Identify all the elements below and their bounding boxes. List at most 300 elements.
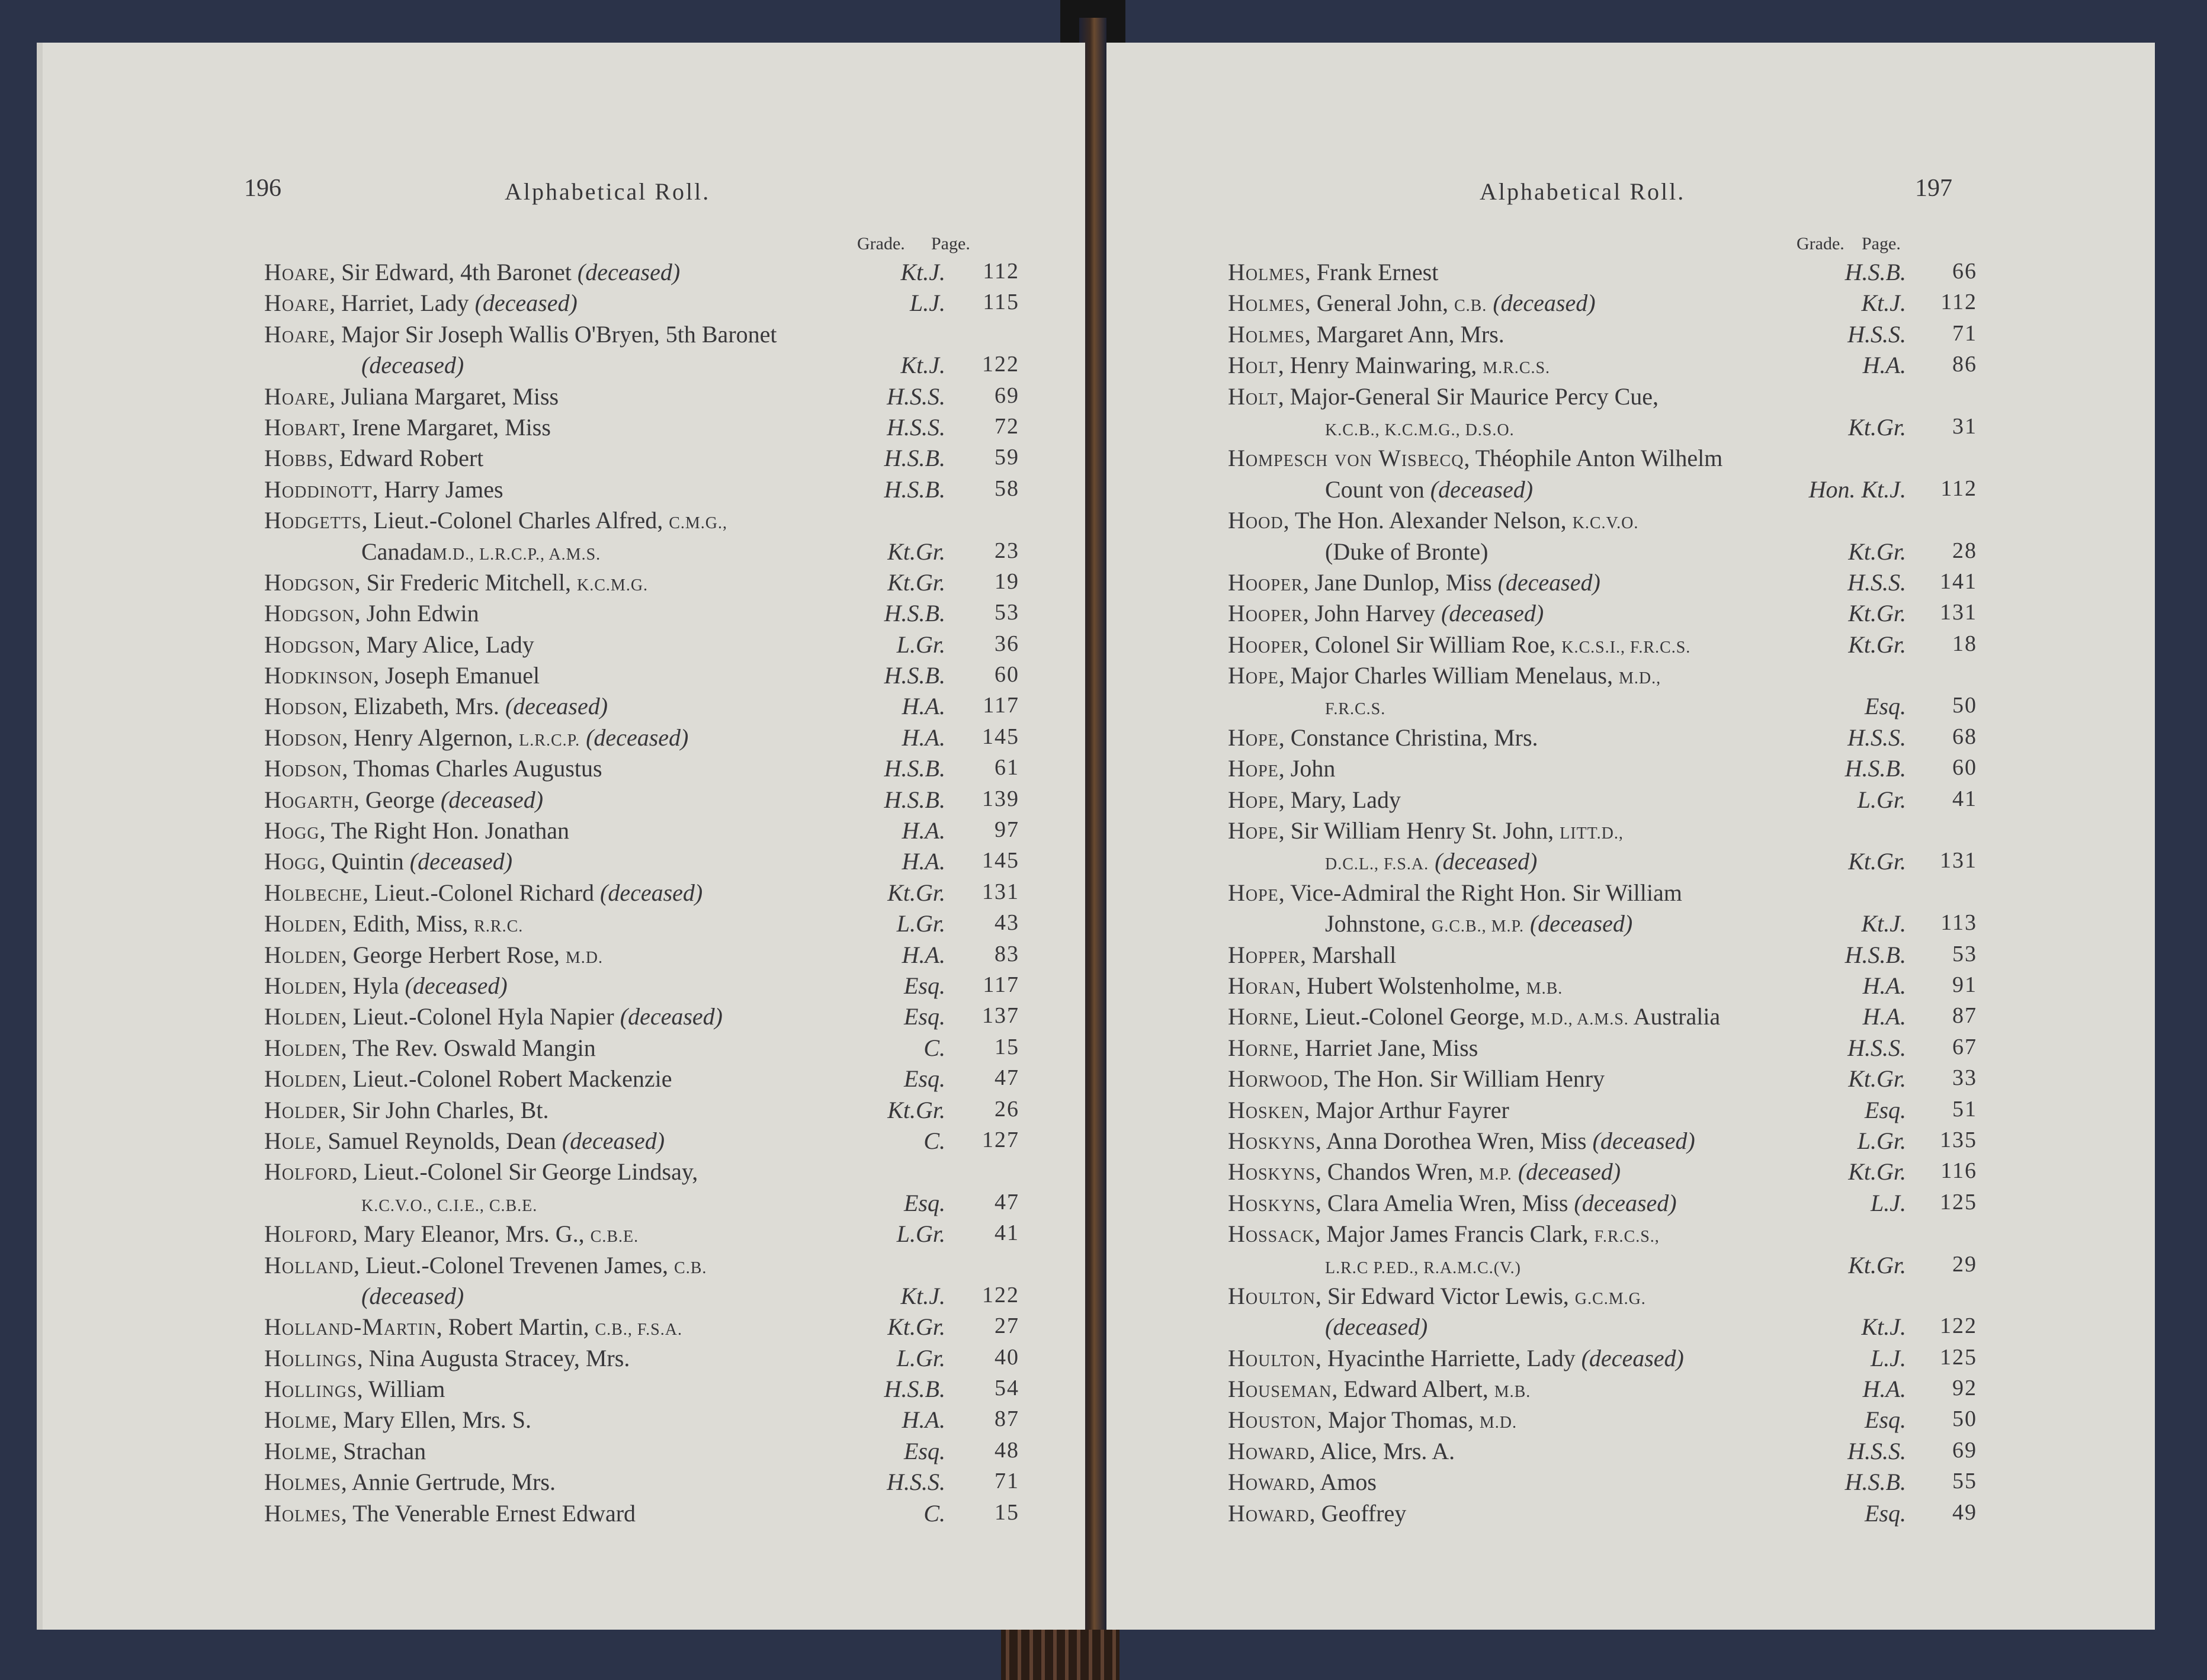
entry-page: 135 <box>1940 1127 1977 1152</box>
entry-page: 122 <box>982 352 1019 377</box>
entry-surname: Holford <box>264 1220 352 1248</box>
entry-page: 67 <box>1952 1034 1977 1059</box>
entry-page: 69 <box>1952 1437 1977 1463</box>
entry-name <box>1325 692 1385 720</box>
entry-grade: H.A. <box>902 1406 945 1434</box>
entry-deceased: (deceased) <box>577 259 681 285</box>
entry-rest: , Alice, Mrs. A. <box>1309 1437 1455 1464</box>
entry-grade: Esq. <box>1865 1096 1906 1123</box>
entry-name <box>264 817 569 844</box>
entry-small: M.D. <box>565 948 604 967</box>
entry-name <box>1228 631 1690 658</box>
entry-surname: Houlton <box>1228 1344 1316 1371</box>
running-head: Alphabetical Roll. <box>505 178 711 205</box>
entry-rest: , Strachan <box>331 1437 426 1464</box>
entry-name <box>264 1034 596 1062</box>
entry-surname: Holt <box>1228 383 1278 410</box>
entry-name <box>1228 289 1596 317</box>
entry-surname: Holden <box>264 1003 341 1030</box>
entry-name <box>1325 847 1537 875</box>
entry-grade: H.S.B. <box>884 445 945 472</box>
entry-page: 58 <box>995 476 1019 501</box>
entry-surname: Hoare <box>264 383 330 410</box>
entry-grade: H.S.B. <box>884 662 945 689</box>
column-header-grade: Grade. <box>857 234 905 253</box>
entry-surname: Hompesch von Wisbecq <box>1228 445 1464 472</box>
entry-surname: Holme <box>264 1406 332 1434</box>
entry-surname: Houston <box>1228 1406 1316 1434</box>
entry-page: 131 <box>982 879 1019 904</box>
entry-surname: Holden <box>264 1034 341 1061</box>
entry-small: C.B. <box>1454 297 1487 316</box>
entry-page: 115 <box>983 290 1019 315</box>
entry-name <box>1228 941 1396 969</box>
entry-name <box>264 444 483 472</box>
entry-page: 116 <box>1940 1158 1977 1184</box>
entry-surname: Hodson <box>264 693 342 720</box>
entry-name <box>264 847 512 875</box>
entry-name <box>264 320 777 348</box>
entry-name <box>1228 1096 1509 1124</box>
entry-surname: Holmes <box>1228 290 1305 317</box>
entry-rest: , Geoffrey <box>1309 1499 1407 1527</box>
entry-page: 71 <box>995 1469 1019 1494</box>
entry-grade: Kt.Gr. <box>1848 1251 1906 1279</box>
entry-rest: , Lieut.-Colonel Trevenen James, <box>353 1251 675 1279</box>
entry-name <box>264 1437 426 1465</box>
entry-name <box>264 289 578 317</box>
entry-small: M.D., <box>1619 669 1661 688</box>
entry-grade: H.A. <box>1862 1003 1906 1030</box>
entry-grade: Esq. <box>904 1189 945 1216</box>
column-header-page: Page. <box>1862 234 1901 253</box>
entry-page: 47 <box>995 1065 1019 1091</box>
entry-surname: Holmes <box>264 1499 341 1527</box>
entry-rest: , Edward Albert, <box>1332 1376 1494 1403</box>
entry-surname: Hodgson <box>264 568 355 596</box>
entry-rest: , George Herbert Rose, <box>341 941 566 968</box>
entry-rest: , Sir Frederic Mitchell, <box>354 568 578 596</box>
entry-deceased: (deceased) <box>440 786 544 813</box>
entry-rest: , Juliana Margaret, Miss <box>329 383 559 410</box>
entry-name <box>264 1220 639 1248</box>
entry-grade: C. <box>923 1034 945 1061</box>
entry-page: 41 <box>1952 786 1977 811</box>
entry-name <box>264 1344 630 1372</box>
entry-surname: Howard <box>1228 1499 1310 1527</box>
entry-page: 15 <box>995 1499 1019 1525</box>
entry-grade: Kt.Gr. <box>887 879 945 906</box>
entry-rest: , Major Arthur Fayrer <box>1304 1096 1509 1123</box>
entry-grade: Kt.Gr. <box>887 1313 945 1341</box>
entry-surname: Hodson <box>264 724 342 751</box>
entry-page: 113 <box>1940 910 1977 936</box>
entry-page: 83 <box>995 941 1019 966</box>
entry-page: 131 <box>1940 848 1977 873</box>
entry-page: 60 <box>1952 755 1977 780</box>
entry-page: 33 <box>1952 1065 1977 1091</box>
entry-page: 122 <box>1940 1313 1977 1339</box>
entry-surname: Hogg <box>264 848 320 875</box>
entry-page: 36 <box>995 631 1019 656</box>
entry-small: K.C.M.G. <box>577 576 649 595</box>
entry-surname: Hole <box>264 1127 316 1154</box>
entry-page: 61 <box>995 755 1019 780</box>
entry-name <box>264 754 602 782</box>
entry-small: M.D., L.R.C.P., A.M.S. <box>432 545 601 564</box>
entry-small: F.R.C.S. <box>1325 700 1386 719</box>
entry-surname: Hollings <box>264 1344 357 1371</box>
entry-surname: Hogg <box>264 817 320 844</box>
entry-rest: , The Rev. Oswald Mangin <box>341 1034 596 1061</box>
entry-name <box>1228 444 1722 472</box>
column-header-page: Page. <box>931 234 970 253</box>
entry-page: 145 <box>982 724 1019 749</box>
entry-small: M.B. <box>1526 979 1563 998</box>
entry-name <box>1228 1158 1621 1186</box>
entry-rest: (Duke of Bronte) <box>1325 538 1489 565</box>
entry-grade: Kt.Gr. <box>887 568 945 596</box>
entry-name <box>264 692 608 720</box>
entry-page: 66 <box>1952 259 1977 284</box>
entry-grade: L.J. <box>910 290 945 317</box>
entry-grade: H.S.S. <box>1847 320 1906 348</box>
entry-rest: Count von <box>1325 476 1430 503</box>
entry-surname: Holden <box>264 972 341 999</box>
entry-page: 29 <box>1952 1251 1977 1277</box>
entry-surname: Horne <box>1228 1003 1294 1030</box>
entry-name <box>264 383 559 410</box>
entry-surname: Hogarth <box>264 786 354 813</box>
entry-rest: , Edith, Miss, <box>341 910 474 937</box>
entry-rest: , Lieut.-Colonel Robert Mackenzie <box>341 1065 672 1093</box>
entry-page: 41 <box>995 1220 1019 1246</box>
entry-rest: , John Edwin <box>354 600 479 627</box>
entry-page: 15 <box>995 1034 1019 1059</box>
entry-rest: , Jane Dunlop, Miss <box>1303 568 1498 596</box>
entry-name <box>1228 1375 1531 1403</box>
entry-rest: , Marshall <box>1300 941 1397 968</box>
entry-surname: Hoare <box>264 320 330 348</box>
entry-name <box>1228 786 1401 814</box>
entry-page: 48 <box>995 1437 1019 1463</box>
entry-page: 117 <box>983 693 1019 718</box>
entry-rest: , Harriet, Lady <box>329 290 475 317</box>
entry-page: 127 <box>982 1127 1019 1152</box>
entry-grade: Kt.Gr. <box>1848 848 1906 875</box>
entry-name <box>1228 1003 1720 1030</box>
entry-name <box>264 1313 682 1341</box>
entry-deceased: (deceased) <box>1441 600 1544 627</box>
entry-rest: , Mary Alice, Lady <box>354 631 534 658</box>
entry-small: M.P. <box>1479 1165 1512 1184</box>
entry-name <box>1228 1406 1517 1434</box>
entry-small: M.B. <box>1494 1383 1531 1402</box>
entry-name <box>264 599 479 627</box>
entry-deceased: (deceased) <box>1497 568 1600 596</box>
entry-rest: , Hyacinthe Harriette, Lady <box>1315 1344 1582 1371</box>
entry-name <box>1228 351 1550 379</box>
entry-small: C.B.E. <box>590 1228 639 1247</box>
entry-rest: , Lieut.-Colonel Charles Alfred, <box>361 507 669 534</box>
entry-surname: Houseman <box>1228 1376 1332 1403</box>
entry-page: 50 <box>1952 1406 1977 1432</box>
entry-rest: , Margaret Ann, Mrs. <box>1304 320 1505 348</box>
entry-rest: , Sir William Henry St. John, <box>1278 817 1560 844</box>
entry-rest: Canada <box>361 538 432 565</box>
entry-surname: Horne <box>1228 1034 1294 1061</box>
entry-deceased: (deceased) <box>505 693 608 720</box>
entry-rest: , Major Charles William Menelaus, <box>1278 662 1619 689</box>
entry-rest: , Vice-Admiral the Right Hon. Sir William <box>1278 879 1682 906</box>
entry-deceased: (deceased) <box>1581 1344 1684 1371</box>
entry-page: 71 <box>1952 320 1977 346</box>
entry-rest: , John <box>1278 755 1336 782</box>
entry-rest: , Lieut.-Colonel George, <box>1293 1003 1531 1030</box>
entry-page: 53 <box>1952 941 1977 966</box>
entry-rest: , Major Thomas, <box>1316 1406 1480 1434</box>
entry-grade: Kt.Gr. <box>887 1096 945 1123</box>
entry-deceased: (deceased) <box>562 1127 665 1154</box>
entry-name <box>1228 568 1600 596</box>
entry-page: 145 <box>982 848 1019 873</box>
entry-deceased: (deceased) <box>1512 1158 1621 1186</box>
entry-surname: Holme <box>264 1437 332 1464</box>
entry-page: 86 <box>1952 352 1977 377</box>
entry-name <box>1228 1499 1406 1527</box>
entry-page: 87 <box>995 1406 1019 1432</box>
entry-name <box>264 1127 665 1155</box>
entry-surname: Hooper <box>1228 600 1303 627</box>
entry-name <box>361 351 464 379</box>
entry-name <box>1228 383 1659 410</box>
entry-surname: Hollings <box>264 1376 357 1403</box>
entry-page: 69 <box>995 383 1019 408</box>
entry-surname: Hoddinott <box>264 476 373 503</box>
entry-surname: Hodgson <box>264 631 355 658</box>
entry-surname: Hobbs <box>264 445 328 472</box>
entry-grade: H.S.S. <box>1847 724 1906 751</box>
entry-grade: L.Gr. <box>1857 786 1906 813</box>
entry-name <box>264 661 540 689</box>
spine-bottom <box>1001 1630 1119 1680</box>
entry-name <box>264 910 523 937</box>
entry-grade: H.A. <box>1862 1376 1906 1403</box>
entry-surname: Holmes <box>1228 259 1305 285</box>
entry-rest: , Robert Martin, <box>436 1313 595 1341</box>
entry-name <box>264 1065 672 1093</box>
entry-rest: , Hubert Wolstenholme, <box>1295 972 1526 999</box>
entry-grade: Esq. <box>904 972 945 999</box>
entry-grade: H.S.B. <box>884 476 945 503</box>
entry-page: 28 <box>1952 538 1977 563</box>
entry-surname: Hope <box>1228 786 1279 813</box>
entry-grade: H.S.S. <box>1847 1437 1906 1464</box>
entry-deceased: (deceased) <box>1592 1127 1695 1154</box>
entry-grade: Kt.Gr. <box>1848 631 1906 658</box>
entry-surname: Holmes <box>264 1469 341 1496</box>
entry-page: 59 <box>995 445 1019 470</box>
entry-name <box>361 538 601 566</box>
entry-rest: , John Harvey <box>1303 600 1441 627</box>
entry-rest: , Anna Dorothea Wren, Miss <box>1315 1127 1593 1154</box>
entry-name <box>1228 1220 1660 1248</box>
entry-name <box>264 1003 723 1030</box>
entry-surname: Hooper <box>1228 631 1303 658</box>
entry-page: 27 <box>995 1313 1019 1339</box>
entry-surname: Hodgson <box>264 600 355 627</box>
entry-grade: H.S.B. <box>1844 259 1906 285</box>
entry-name <box>264 258 680 286</box>
entry-small: K.C.S.I., F.R.C.S. <box>1561 638 1691 657</box>
entry-grade: Kt.J. <box>1861 910 1906 937</box>
entry-surname: Holden <box>264 910 341 937</box>
entry-rest: , General John, <box>1304 290 1454 317</box>
entry-deceased: (deceased) <box>361 352 464 379</box>
entry-rest: , Annie Gertrude, Mrs. <box>341 1469 556 1496</box>
entry-name <box>1228 724 1538 751</box>
entry-grade: H.A. <box>902 848 945 875</box>
entry-page: 18 <box>1952 631 1977 656</box>
entry-page: 49 <box>1952 1499 1977 1525</box>
entry-name <box>1228 258 1438 286</box>
entry-name <box>264 724 688 751</box>
entry-surname: Hoare <box>264 259 330 285</box>
entry-grade: H.S.B. <box>884 1376 945 1403</box>
entry-page: 112 <box>1940 476 1977 501</box>
entry-grade: Kt.Gr. <box>1848 538 1906 565</box>
entry-small: G.C.B., M.P. <box>1432 917 1524 936</box>
entry-grade: Esq. <box>904 1437 945 1464</box>
entry-surname: Hoskyns <box>1228 1189 1316 1216</box>
entry-grade: H.A. <box>902 724 945 751</box>
entry-grade: Kt.Gr. <box>1848 1065 1906 1093</box>
entry-rest: , Chandos Wren, <box>1315 1158 1480 1186</box>
entry-surname: Hosken <box>1228 1096 1304 1123</box>
entry-rest: , Lieut.-Colonel Richard <box>363 879 601 906</box>
entry-page: 131 <box>1940 600 1977 625</box>
entry-name <box>264 879 702 907</box>
entry-name <box>264 476 503 503</box>
entry-grade: H.S.B. <box>1844 941 1906 968</box>
entry-surname: Hodgetts <box>264 507 362 534</box>
entry-deceased: (deceased) <box>600 879 703 906</box>
entry-grade: Kt.J. <box>900 352 945 379</box>
entry-name <box>264 1468 556 1496</box>
entry-rest: , The Venerable Ernest Edward <box>341 1499 636 1527</box>
entry-page: 92 <box>1952 1376 1977 1401</box>
entry-rest: , Lieut.-Colonel Sir George Lindsay, <box>351 1158 698 1186</box>
entry-name <box>264 413 551 441</box>
column-header-grade: Grade. <box>1797 234 1844 253</box>
entry-rest: , Hyla <box>341 972 405 999</box>
entry-page: 50 <box>1952 693 1977 718</box>
entry-page: 125 <box>1940 1189 1977 1215</box>
entry-rest: , Sir Edward Victor Lewis, <box>1315 1282 1575 1309</box>
entry-surname: Hodkinson <box>264 662 374 689</box>
entry-grade: H.S.S. <box>887 413 945 441</box>
entry-small: K.C.V.O., C.I.E., C.B.E. <box>361 1196 538 1215</box>
entry-page: 141 <box>1940 568 1977 594</box>
entry-deceased: (deceased) <box>620 1003 723 1030</box>
entry-rest: , Clara Amelia Wren, Miss <box>1315 1189 1574 1216</box>
entry-grade: L.Gr. <box>1857 1127 1906 1154</box>
entry-rest: , Harriet Jane, Miss <box>1293 1034 1478 1061</box>
entry-name <box>1325 413 1515 441</box>
entry-page: 60 <box>995 662 1019 688</box>
entry-name <box>1228 1127 1695 1155</box>
entry-grade: Kt.J. <box>900 1282 945 1309</box>
entry-rest: , Lieut.-Colonel Hyla Napier <box>341 1003 620 1030</box>
entry-rest: , Théophile Anton Wilhelm <box>1464 445 1723 472</box>
entry-tail: Australia <box>1628 1003 1721 1030</box>
entry-rest: , Amos <box>1309 1469 1377 1496</box>
entry-rest: , Colonel Sir William Roe, <box>1303 631 1562 658</box>
entry-surname: Hoskyns <box>1228 1158 1316 1186</box>
entry-name <box>264 631 534 658</box>
entry-surname: Holder <box>264 1096 341 1123</box>
entry-surname: Holt <box>1228 352 1278 379</box>
entry-surname: Hoskyns <box>1228 1127 1316 1154</box>
entry-name <box>1228 1065 1605 1093</box>
entry-grade: H.S.S. <box>1847 1034 1906 1061</box>
entry-name <box>264 1406 531 1434</box>
entry-page: 47 <box>995 1189 1019 1215</box>
entry-grade: H.A. <box>902 693 945 720</box>
entry-name <box>264 1251 707 1279</box>
entry-grade: L.Gr. <box>896 1344 945 1371</box>
entry-page: 125 <box>1940 1344 1977 1370</box>
entry-surname: Holland <box>264 1251 354 1279</box>
entry-surname: Holden <box>264 1065 341 1093</box>
entry-surname: Hope <box>1228 817 1279 844</box>
entry-page: 112 <box>1940 290 1977 315</box>
entry-name <box>1228 817 1624 844</box>
entry-rest: , Major James Francis Clark, <box>1314 1220 1595 1248</box>
entry-surname: Hossack <box>1228 1220 1315 1248</box>
entry-name <box>1228 754 1335 782</box>
entry-surname: Hope <box>1228 662 1279 689</box>
entry-page: 137 <box>982 1003 1019 1029</box>
entry-rest: , Sir John Charles, Bt. <box>340 1096 549 1123</box>
entry-deceased: (deceased) <box>1325 1313 1428 1341</box>
entry-grade: Kt.Gr. <box>1848 600 1906 627</box>
entry-name <box>1325 910 1632 937</box>
entry-rest: , William <box>357 1376 445 1403</box>
entry-small: G.C.M.G. <box>1574 1289 1646 1308</box>
left-page <box>37 43 1085 1630</box>
entry-small: C.B. <box>674 1258 707 1277</box>
entry-name <box>1325 538 1488 566</box>
entry-rest: , Thomas Charles Augustus <box>342 755 602 782</box>
entry-small: L.R.C P.ED., R.A.M.C.(V.) <box>1325 1258 1521 1277</box>
entry-deceased: (deceased) <box>1487 290 1596 317</box>
entry-page: 55 <box>1952 1469 1977 1494</box>
entry-small: LITT.D., <box>1560 824 1624 843</box>
entry-name <box>264 1158 698 1186</box>
entry-rest: , Samuel Reynolds, Dean <box>316 1127 562 1154</box>
entry-grade: Kt.Gr. <box>1848 413 1906 441</box>
entry-page: 112 <box>983 259 1019 284</box>
entry-rest: , Mary Eleanor, Mrs. G., <box>351 1220 591 1248</box>
entry-grade: H.S.S. <box>887 1469 945 1496</box>
entry-grade: H.S.S. <box>887 383 945 410</box>
right-page <box>1106 43 2155 1630</box>
entry-page: 51 <box>1952 1096 1977 1122</box>
entry-page: 91 <box>1952 972 1977 997</box>
entry-surname: Holland-Martin <box>264 1313 437 1341</box>
entry-surname: Holford <box>264 1158 352 1186</box>
